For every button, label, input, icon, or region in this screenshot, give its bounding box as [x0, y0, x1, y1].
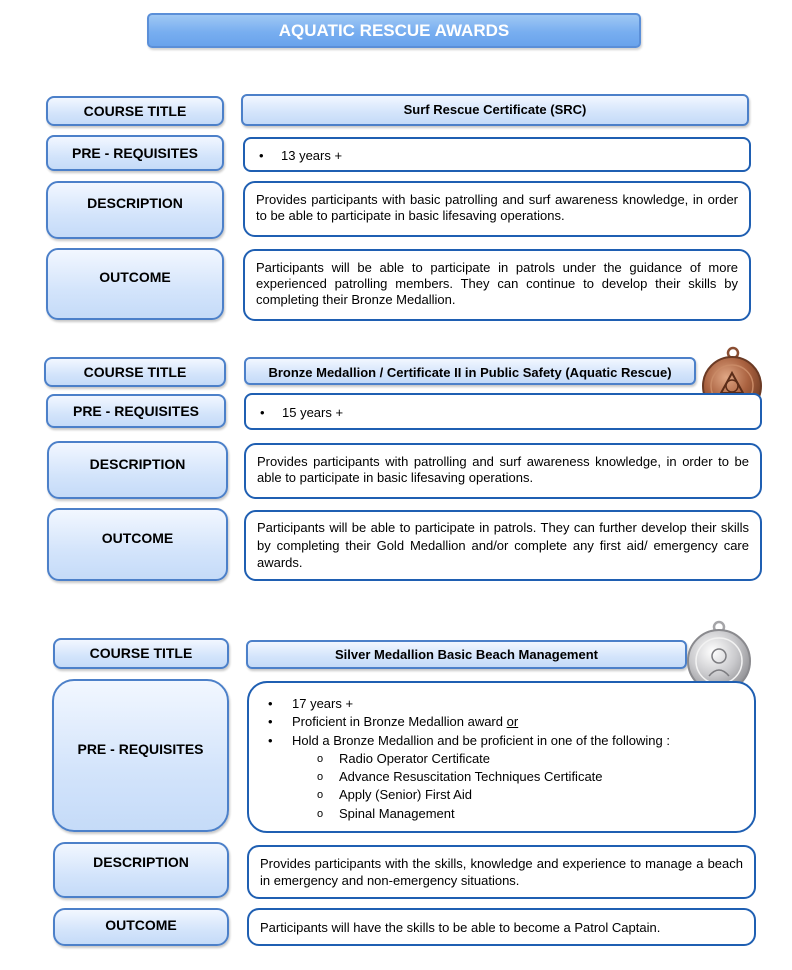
prerequisites-list [249, 695, 754, 750]
prerequisite-item: • Hold a Bronze Medallion and be proficient in one of the following : [249, 732, 754, 750]
description-label: DESCRIPTION [47, 441, 228, 499]
prerequisite-subitem: o Apply (Senior) First Aid [249, 786, 754, 804]
or-word: or [506, 714, 519, 730]
course-title-bronze: Bronze Medallion / Certificate II in Public Safety (Aquatic Rescue) [244, 357, 696, 385]
prerequisite-item: • 17 years + [249, 695, 754, 713]
outcome-box [244, 510, 762, 581]
prerequisites-box [244, 393, 762, 430]
prerequisite-subitem: o Radio Operator Certificate [249, 750, 754, 768]
outcome-text: Participants will be able to participate in patrols. They can further develop their skills by completing their Gold Medallion and/or complete any first aid/ emergency care awards. [257, 520, 749, 570]
prerequisite-item: • 13 years + [245, 148, 749, 164]
prerequisite-item: • 15 years + [246, 405, 760, 421]
prerequisites-label: PRE - REQUISITES [46, 135, 224, 171]
outcome-box [247, 908, 756, 946]
prerequisites-sublist [249, 750, 754, 823]
page-title: AQUATIC RESCUE AWARDS [147, 13, 641, 48]
description-label: DESCRIPTION [53, 842, 229, 898]
description-box [243, 181, 751, 237]
description-text: Provides participants with patrolling and surf awareness knowledge, in order to be able to participate in basic lifesaving operations. [257, 454, 749, 485]
description-box [244, 443, 762, 499]
prerequisites-label: PRE - REQUISITES [46, 394, 226, 428]
description-text: Provides participants with basic patrolling and surf awareness knowledge, in order to be able to participate in basic lifesaving operations. [256, 192, 738, 223]
prerequisites-box [247, 681, 756, 833]
course-title-src: Surf Rescue Certificate (SRC) [241, 94, 749, 126]
outcome-label: OUTCOME [46, 248, 224, 320]
outcome-text: Participants will have the skills to be able to become a Patrol Captain. [260, 920, 661, 935]
course-title-label: COURSE TITLE [46, 96, 224, 126]
outcome-label: OUTCOME [47, 508, 228, 581]
description-text: Provides participants with the skills, knowledge and experience to manage a beach in emergency and non-emergency situations. [260, 856, 743, 888]
prerequisite-subitem: o Advance Resuscitation Techniques Certificate [249, 768, 754, 786]
course-title-silver: Silver Medallion Basic Beach Management [246, 640, 687, 669]
description-box [247, 845, 756, 899]
prerequisites-box [243, 137, 751, 172]
description-label: DESCRIPTION [46, 181, 224, 239]
prerequisite-subitem: o Spinal Management [249, 805, 754, 823]
outcome-text: Participants will be able to participate in patrols under the guidance of more experienced patrolling members. They can continue to develop their skills by completing their Bronze Medallion. [256, 260, 738, 307]
prerequisite-item: • Proficient in Bronze Medallion award or [249, 713, 754, 731]
outcome-box [243, 249, 751, 321]
outcome-label: OUTCOME [53, 908, 229, 946]
course-title-label: COURSE TITLE [53, 638, 229, 669]
course-title-label: COURSE TITLE [44, 357, 226, 387]
prerequisites-label: PRE - REQUISITES [52, 679, 229, 832]
